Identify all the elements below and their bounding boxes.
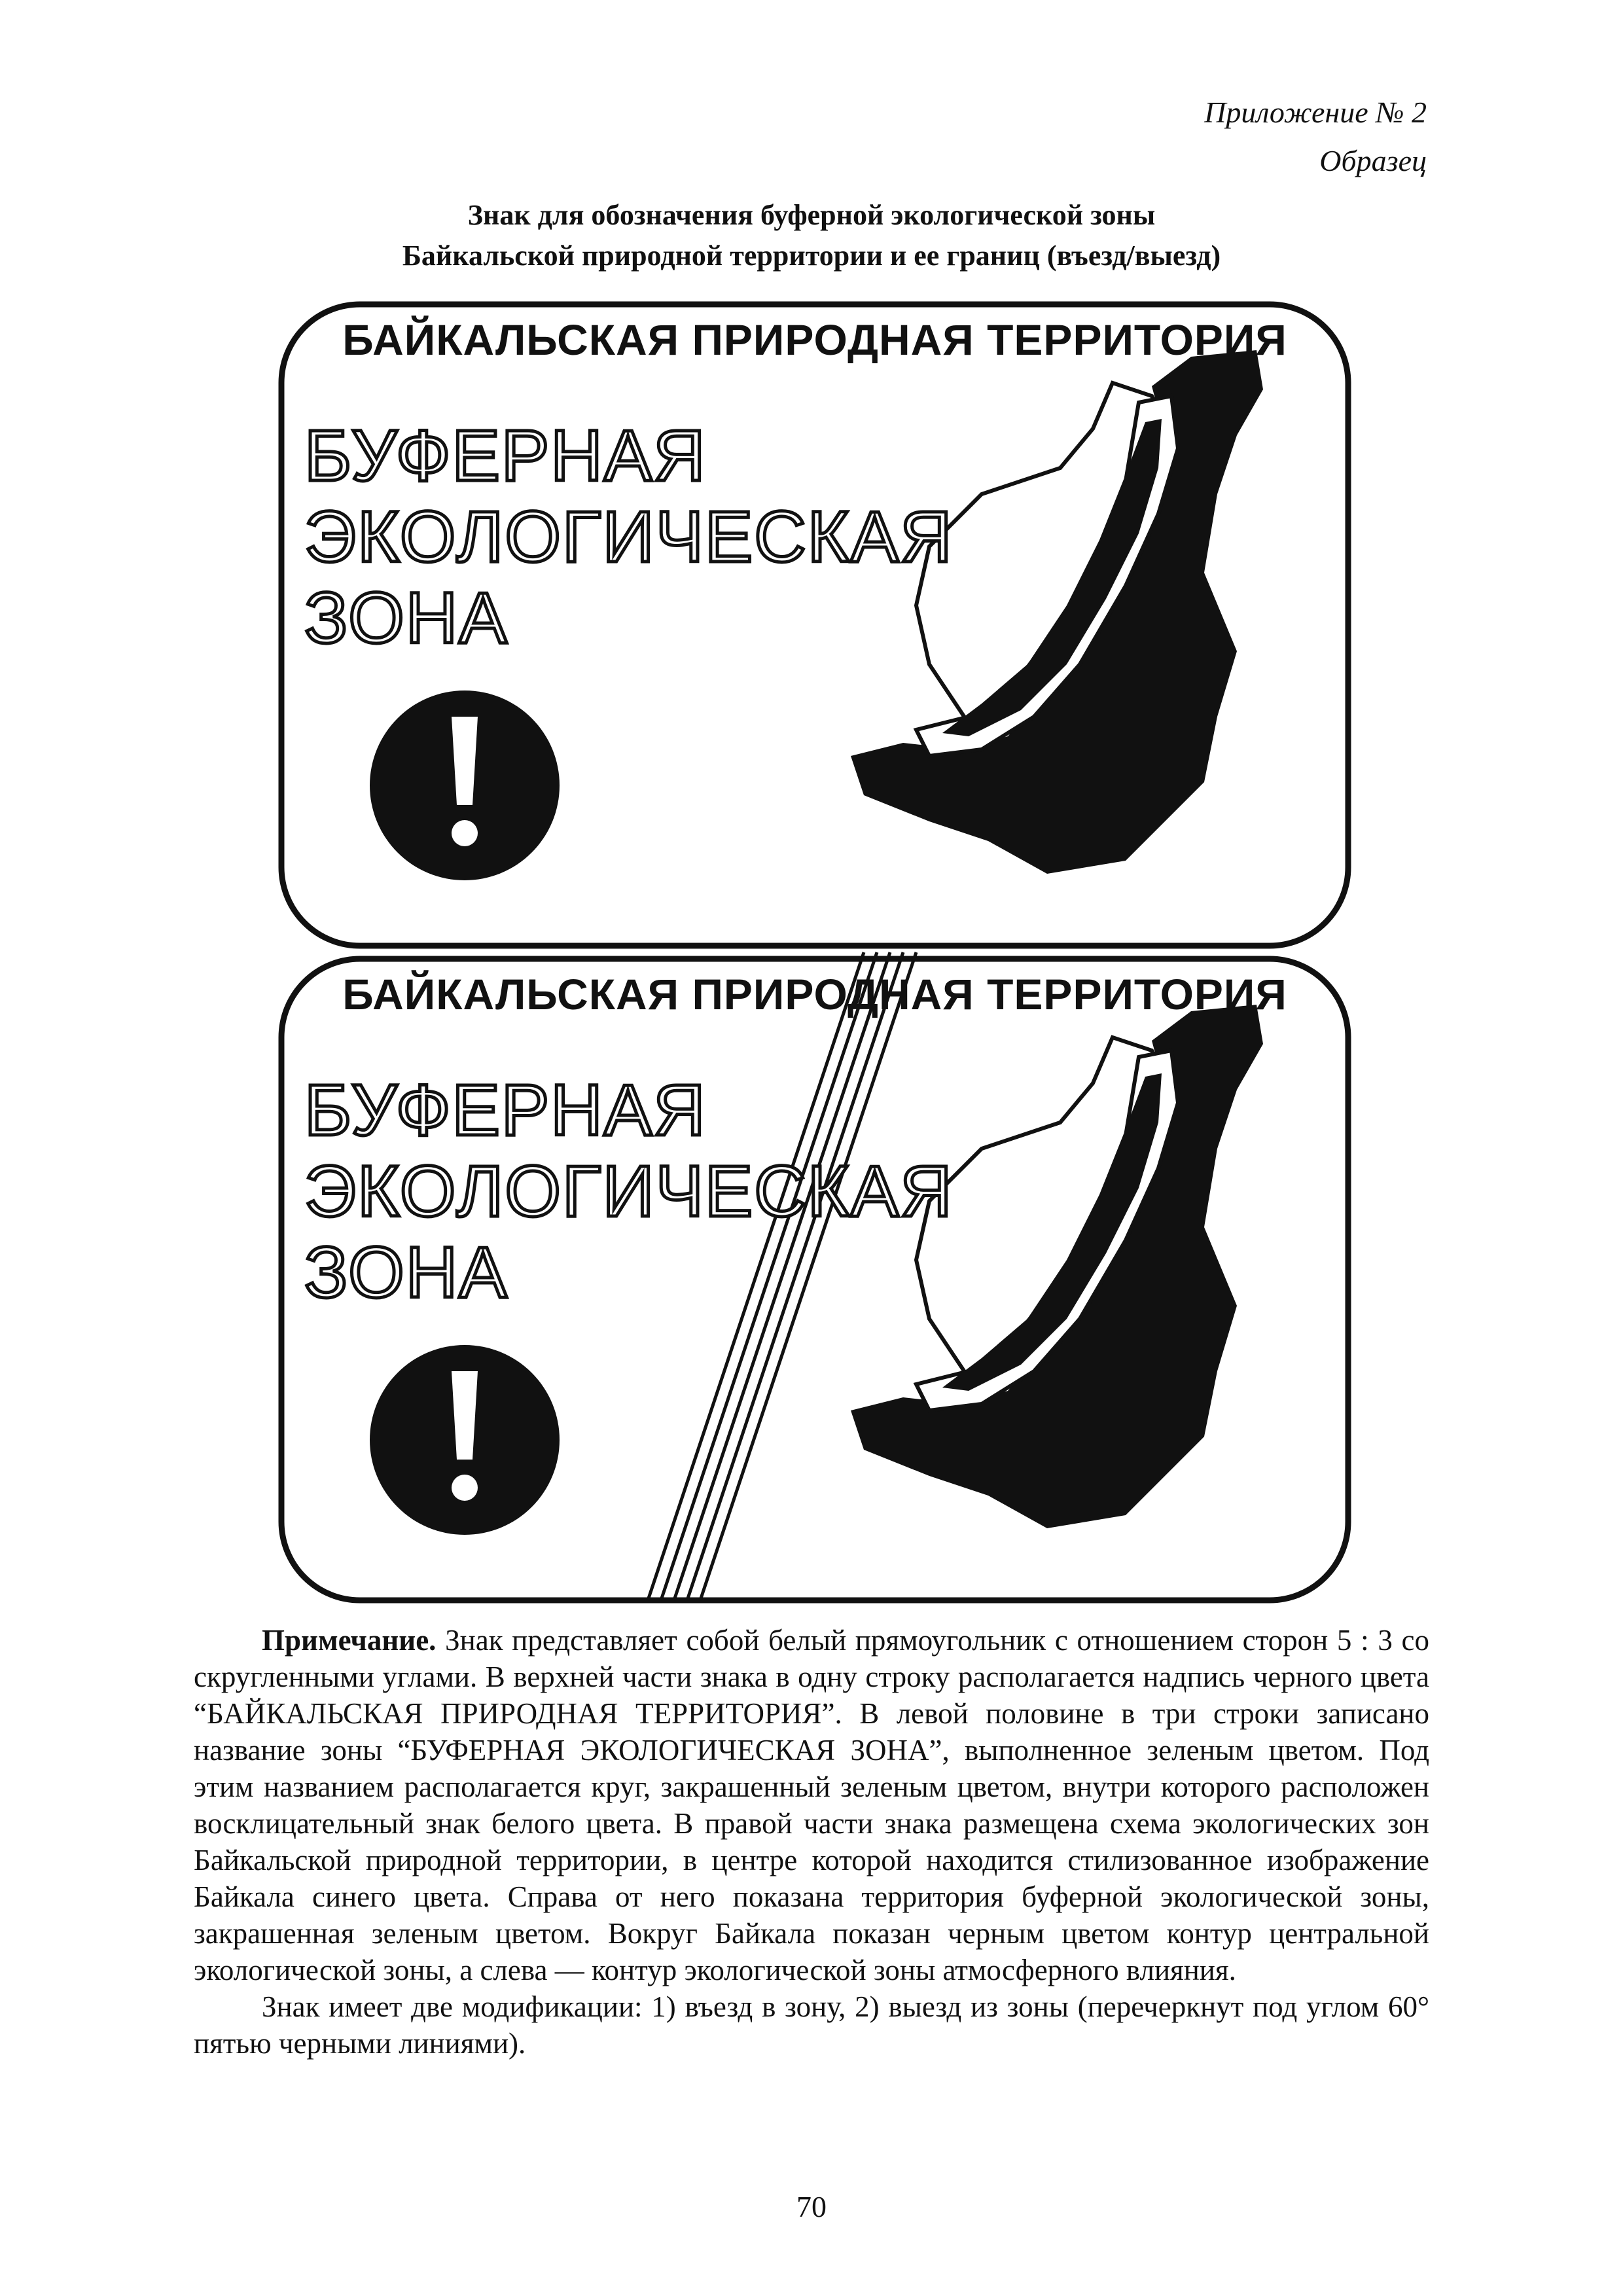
zone-name-line-3: ЗОНА [304,578,508,658]
zone-name-line-3: ЗОНА [304,1232,508,1313]
exclamation-dot [452,820,478,846]
zone-name-line-2: ЭКОЛОГИЧЕСКАЯ [304,497,954,577]
zone-name [304,1070,954,1314]
zone-name-line-2: ЭКОЛОГИЧЕСКАЯ [304,1151,954,1232]
note-text: Знак представляет собой белый прямоугольник с отношением сторон 5 : 3 со скругленными углами. В верхней части знака в одну строку располагается надпись черного цвета “БАЙКАЛЬСКАЯ ПРИРОДНАЯ ТЕРРИТОРИЯ”. В левой половине в три строки записано название зоны “БУФЕРНАЯ ЭКОЛОГИЧЕСКАЯ ЗОНА”, выполненное зеленым цветом. Под этим названием располагается круг, закрашенный зеленым цветом, внутри которого расположен восклицательный знак белого цвета. В правой части знака размещена схема экологических зон Байкальской природной территории, в центре которой находится стилизованное изображение Байкала синего цвета. Справа от него показана территория буферной экологической зоны, закрашенная зеленым цветом. Вокруг Байкала показан черным цветом контур центральной экологической зоны, а слева — контур экологической зоны атмосферного влияния. [194,1624,1429,1986]
zone-name-line-1: БУФЕРНАЯ [304,1070,707,1151]
title-line-2: Байкальской природной территории и ее границ (въезд/выезд) [402,240,1221,272]
sign-entry [275,298,1355,952]
document-title [0,195,1623,276]
sign-top-text: БАЙКАЛЬСКАЯ ПРИРОДНАЯ ТЕРРИТОРИЯ [342,315,1287,364]
sample-label: Образец [1319,144,1427,177]
sign-exit [275,952,1355,1607]
page-number: 70 [796,2190,827,2223]
title-line-1: Знак для обозначения буферной экологической зоны [467,199,1156,231]
sign-top-text: БАЙКАЛЬСКАЯ ПРИРОДНАЯ ТЕРРИТОРИЯ [342,970,1287,1018]
exclamation-dot [452,1475,478,1501]
note-paragraph-2: Знак имеет две модификации: 1) въезд в зону, 2) выезд из зоны (перечеркнут под углом 60° пятью черными линиями). [194,1990,1429,2060]
note-section [194,1622,1429,2062]
note-label: Примечание. [262,1624,437,1657]
zone-name [304,416,954,659]
document-header [1204,88,1427,185]
note-paragraph-1 [194,1622,1429,1988]
zone-name-line-1: БУФЕРНАЯ [304,416,707,496]
appendix-label: Приложение № 2 [1204,96,1427,129]
